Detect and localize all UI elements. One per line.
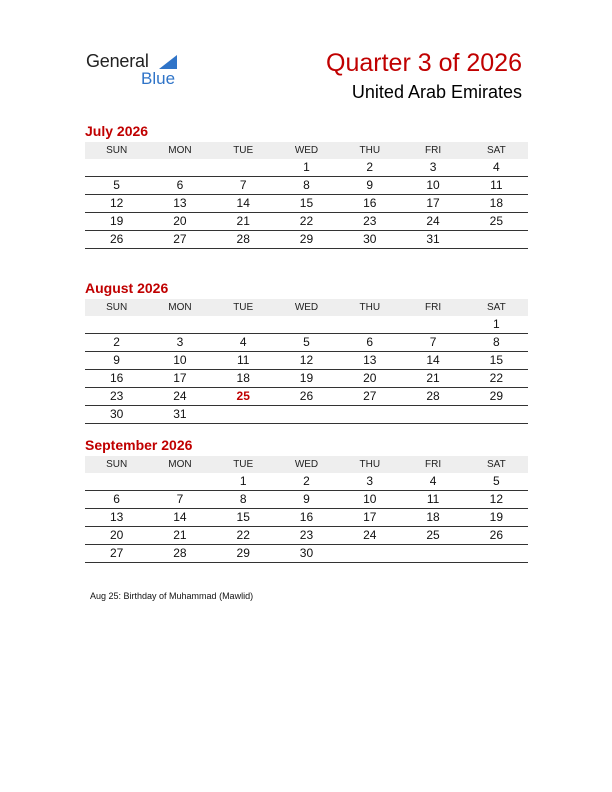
week-row xyxy=(85,388,528,406)
day-cell: 13 xyxy=(338,352,401,370)
empty-day-cell xyxy=(85,159,148,177)
weekday-header: FRI xyxy=(424,302,442,313)
day-cell: 24 xyxy=(338,527,401,545)
week-row xyxy=(85,159,528,177)
day-cell: 20 xyxy=(338,370,401,388)
day-cell: 3 xyxy=(148,334,211,352)
empty-day-cell xyxy=(338,316,401,334)
weekday-header: THU xyxy=(359,302,381,313)
day-cell: 26 xyxy=(275,388,338,406)
weekday-header: WED xyxy=(294,302,319,313)
weekday-header: SAT xyxy=(486,145,506,156)
weekday-header: WED xyxy=(294,145,319,156)
day-cell: 24 xyxy=(401,213,464,231)
day-cell: 21 xyxy=(148,527,211,545)
day-cell: 29 xyxy=(275,231,338,249)
day-cell: 17 xyxy=(401,195,464,213)
logo-word-general: General xyxy=(86,51,149,71)
weekday-header: THU xyxy=(359,459,381,470)
weekday-header-row xyxy=(85,456,528,473)
day-cell: 12 xyxy=(85,195,148,213)
empty-day-cell xyxy=(465,545,528,563)
empty-day-cell xyxy=(148,473,211,491)
weekday-header: TUE xyxy=(233,459,254,470)
week-row xyxy=(85,406,528,424)
weekday-header-row xyxy=(85,299,528,316)
empty-day-cell xyxy=(85,473,148,491)
day-cell: 30 xyxy=(338,231,401,249)
day-cell: 6 xyxy=(148,177,211,195)
day-cell: 20 xyxy=(85,527,148,545)
day-cell: 3 xyxy=(338,473,401,491)
week-row xyxy=(85,231,528,249)
day-cell: 28 xyxy=(401,388,464,406)
day-cell: 29 xyxy=(212,545,275,563)
weekday-header: SUN xyxy=(106,459,128,470)
week-row xyxy=(85,177,528,195)
empty-day-cell xyxy=(148,159,211,177)
day-cell: 15 xyxy=(275,195,338,213)
day-cell: 1 xyxy=(212,473,275,491)
empty-day-cell xyxy=(465,231,528,249)
weekday-header: TUE xyxy=(233,145,254,156)
weekday-header: THU xyxy=(359,145,381,156)
day-cell: 23 xyxy=(338,213,401,231)
day-cell: 7 xyxy=(401,334,464,352)
day-cell: 4 xyxy=(212,334,275,352)
day-cell: 31 xyxy=(401,231,464,249)
day-cell: 1 xyxy=(465,316,528,334)
day-cell: 5 xyxy=(465,473,528,491)
logo-triangle-icon xyxy=(159,55,177,69)
day-cell: 13 xyxy=(85,509,148,527)
day-cell: 11 xyxy=(401,491,464,509)
week-row xyxy=(85,370,528,388)
day-cell: 31 xyxy=(148,406,211,424)
weekday-header: MON xyxy=(168,302,192,313)
week-row xyxy=(85,527,528,545)
day-cell: 5 xyxy=(275,334,338,352)
day-cell: 28 xyxy=(212,231,275,249)
week-row xyxy=(85,509,528,527)
empty-day-cell xyxy=(401,406,464,424)
day-cell: 16 xyxy=(275,509,338,527)
day-cell: 12 xyxy=(465,491,528,509)
holiday-note: Aug 25: Birthday of Muhammad (Mawlid) xyxy=(90,591,254,601)
empty-day-cell xyxy=(275,316,338,334)
empty-day-cell xyxy=(338,545,401,563)
day-cell: 9 xyxy=(85,352,148,370)
week-row xyxy=(85,334,528,352)
empty-day-cell xyxy=(212,406,275,424)
empty-day-cell xyxy=(148,316,211,334)
day-cell: 27 xyxy=(148,231,211,249)
week-row xyxy=(85,473,528,491)
day-cell: 3 xyxy=(401,159,464,177)
holiday-notes xyxy=(90,591,253,601)
day-cell: 17 xyxy=(338,509,401,527)
holiday-day-cell: 25 xyxy=(212,388,275,406)
day-cell: 16 xyxy=(85,370,148,388)
day-cell: 11 xyxy=(212,352,275,370)
month-calendar-august xyxy=(85,279,528,424)
calendar-grid xyxy=(85,456,528,563)
day-cell: 4 xyxy=(401,473,464,491)
day-cell: 9 xyxy=(275,491,338,509)
weekday-header: MON xyxy=(168,145,192,156)
day-cell: 2 xyxy=(275,473,338,491)
week-row xyxy=(85,545,528,563)
week-row xyxy=(85,213,528,231)
day-cell: 11 xyxy=(465,177,528,195)
day-cell: 18 xyxy=(401,509,464,527)
week-row xyxy=(85,316,528,334)
day-cell: 30 xyxy=(275,545,338,563)
day-cell: 6 xyxy=(85,491,148,509)
empty-day-cell xyxy=(401,316,464,334)
generalblue-logo xyxy=(86,51,186,91)
month-calendar-september xyxy=(85,436,528,563)
day-cell: 10 xyxy=(401,177,464,195)
weekday-header: SAT xyxy=(486,459,506,470)
calendar-grid xyxy=(85,142,528,249)
day-cell: 29 xyxy=(465,388,528,406)
day-cell: 14 xyxy=(401,352,464,370)
day-cell: 27 xyxy=(338,388,401,406)
day-cell: 19 xyxy=(275,370,338,388)
week-row xyxy=(85,195,528,213)
day-cell: 2 xyxy=(338,159,401,177)
day-cell: 7 xyxy=(212,177,275,195)
day-cell: 17 xyxy=(148,370,211,388)
day-cell: 26 xyxy=(465,527,528,545)
day-cell: 8 xyxy=(465,334,528,352)
day-cell: 22 xyxy=(275,213,338,231)
day-cell: 28 xyxy=(148,545,211,563)
weekday-header: SUN xyxy=(106,145,128,156)
day-cell: 23 xyxy=(85,388,148,406)
month-title: July 2026 xyxy=(85,123,149,139)
day-cell: 1 xyxy=(275,159,338,177)
empty-day-cell xyxy=(338,406,401,424)
day-cell: 8 xyxy=(212,491,275,509)
day-cell: 13 xyxy=(148,195,211,213)
week-row xyxy=(85,352,528,370)
week-row xyxy=(85,491,528,509)
weekday-header: FRI xyxy=(424,145,442,156)
day-cell: 5 xyxy=(85,177,148,195)
month-calendar-july xyxy=(85,122,528,249)
weekday-header-row xyxy=(85,142,528,159)
calendar-grid xyxy=(85,299,528,424)
day-cell: 8 xyxy=(275,177,338,195)
day-cell: 10 xyxy=(338,491,401,509)
day-cell: 21 xyxy=(212,213,275,231)
day-cell: 24 xyxy=(148,388,211,406)
day-cell: 19 xyxy=(465,509,528,527)
day-cell: 16 xyxy=(338,195,401,213)
day-cell: 18 xyxy=(212,370,275,388)
empty-day-cell xyxy=(465,406,528,424)
weekday-header: SUN xyxy=(106,302,128,313)
page-title: Quarter 3 of 2026 xyxy=(326,49,522,77)
day-cell: 19 xyxy=(85,213,148,231)
day-cell: 20 xyxy=(148,213,211,231)
day-cell: 12 xyxy=(275,352,338,370)
day-cell: 14 xyxy=(212,195,275,213)
empty-day-cell xyxy=(401,545,464,563)
day-cell: 9 xyxy=(338,177,401,195)
day-cell: 15 xyxy=(212,509,275,527)
day-cell: 22 xyxy=(465,370,528,388)
day-cell: 30 xyxy=(85,406,148,424)
weekday-header: WED xyxy=(294,459,319,470)
weekday-header: FRI xyxy=(424,459,442,470)
day-cell: 25 xyxy=(465,213,528,231)
day-cell: 6 xyxy=(338,334,401,352)
day-cell: 22 xyxy=(212,527,275,545)
day-cell: 18 xyxy=(465,195,528,213)
day-cell: 4 xyxy=(465,159,528,177)
empty-day-cell xyxy=(275,406,338,424)
month-title: September 2026 xyxy=(85,437,193,453)
weekday-header: MON xyxy=(168,459,192,470)
day-cell: 27 xyxy=(85,545,148,563)
logo-word-blue: Blue xyxy=(141,69,176,88)
day-cell: 25 xyxy=(401,527,464,545)
day-cell: 15 xyxy=(465,352,528,370)
day-cell: 26 xyxy=(85,231,148,249)
empty-day-cell xyxy=(85,316,148,334)
empty-day-cell xyxy=(212,159,275,177)
day-cell: 21 xyxy=(401,370,464,388)
day-cell: 7 xyxy=(148,491,211,509)
day-cell: 14 xyxy=(148,509,211,527)
day-cell: 23 xyxy=(275,527,338,545)
weekday-header: SAT xyxy=(486,302,506,313)
weekday-header: TUE xyxy=(233,302,254,313)
month-title: August 2026 xyxy=(85,280,169,296)
day-cell: 2 xyxy=(85,334,148,352)
day-cell: 10 xyxy=(148,352,211,370)
empty-day-cell xyxy=(212,316,275,334)
country-subtitle: United Arab Emirates xyxy=(351,82,522,102)
